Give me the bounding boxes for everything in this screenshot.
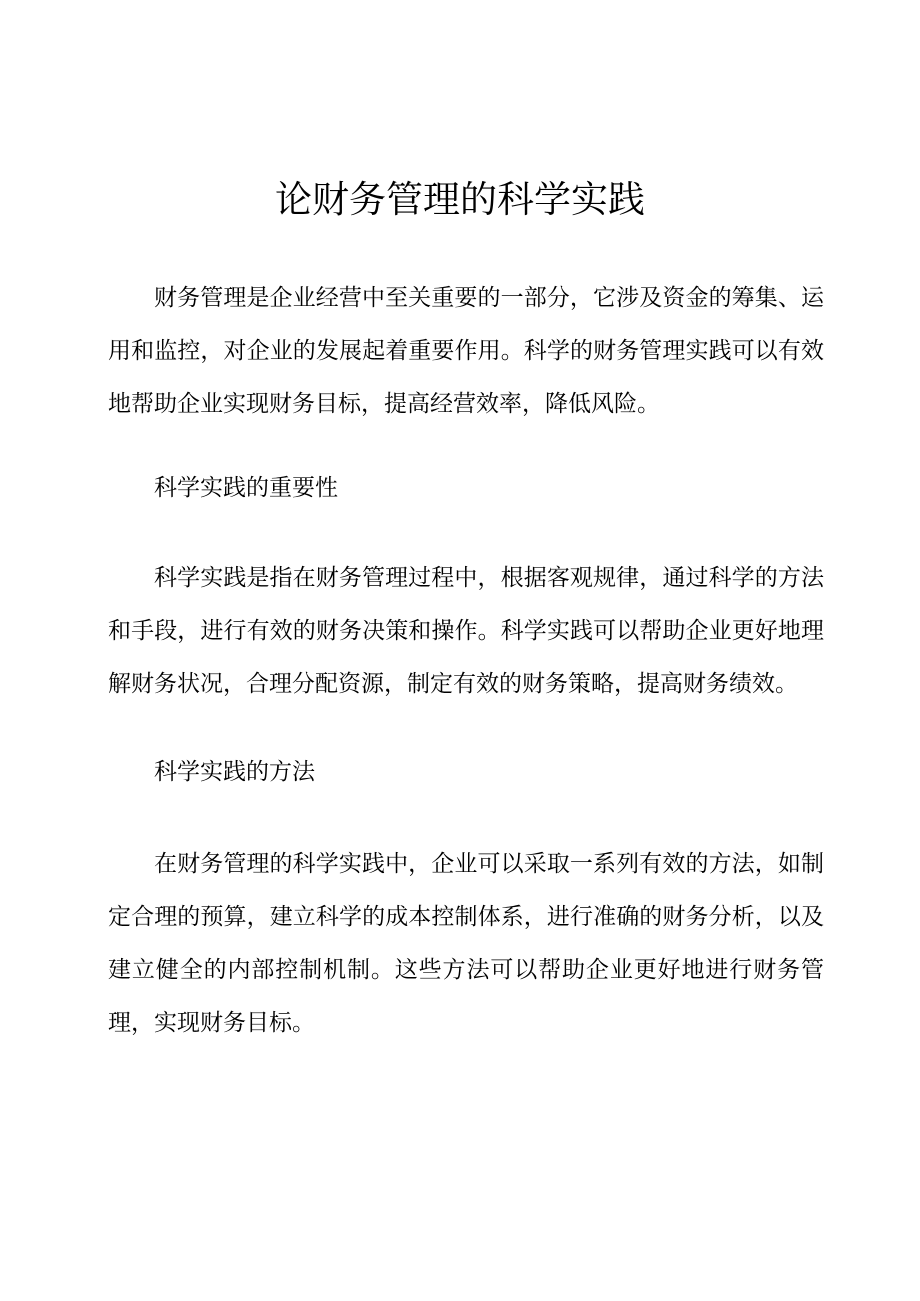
- section-heading-importance: 科学实践的重要性: [154, 475, 338, 501]
- intro-paragraph: 财务管理是企业经营中至关重要的一部分，它涉及资金的筹集、运用和监控，对企业的发展起着重要作用。科学的财务管理实践可以有效地帮助企业实现财务目标，提高经营效率，降低风险。: [108, 285, 824, 417]
- document-title: 论财务管理的科学实践: [275, 178, 645, 221]
- section-body-importance: 科学实践是指在财务管理过程中，根据客观规律，通过科学的方法和手段，进行有效的财务决策和操作。科学实践可以帮助企业更好地理解财务状况，合理分配资源，制定有效的财务策略，提高财务绩效。: [108, 565, 824, 697]
- section-heading-methods: 科学实践的方法: [154, 759, 315, 785]
- section-body-methods: 在财务管理的科学实践中，企业可以采取一系列有效的方法，如制定合理的预算，建立科学的成本控制体系，进行准确的财务分析，以及建立健全的内部控制机制。这些方法可以帮助企业更好地进行财务管理，实现财务目标。: [108, 851, 824, 1036]
